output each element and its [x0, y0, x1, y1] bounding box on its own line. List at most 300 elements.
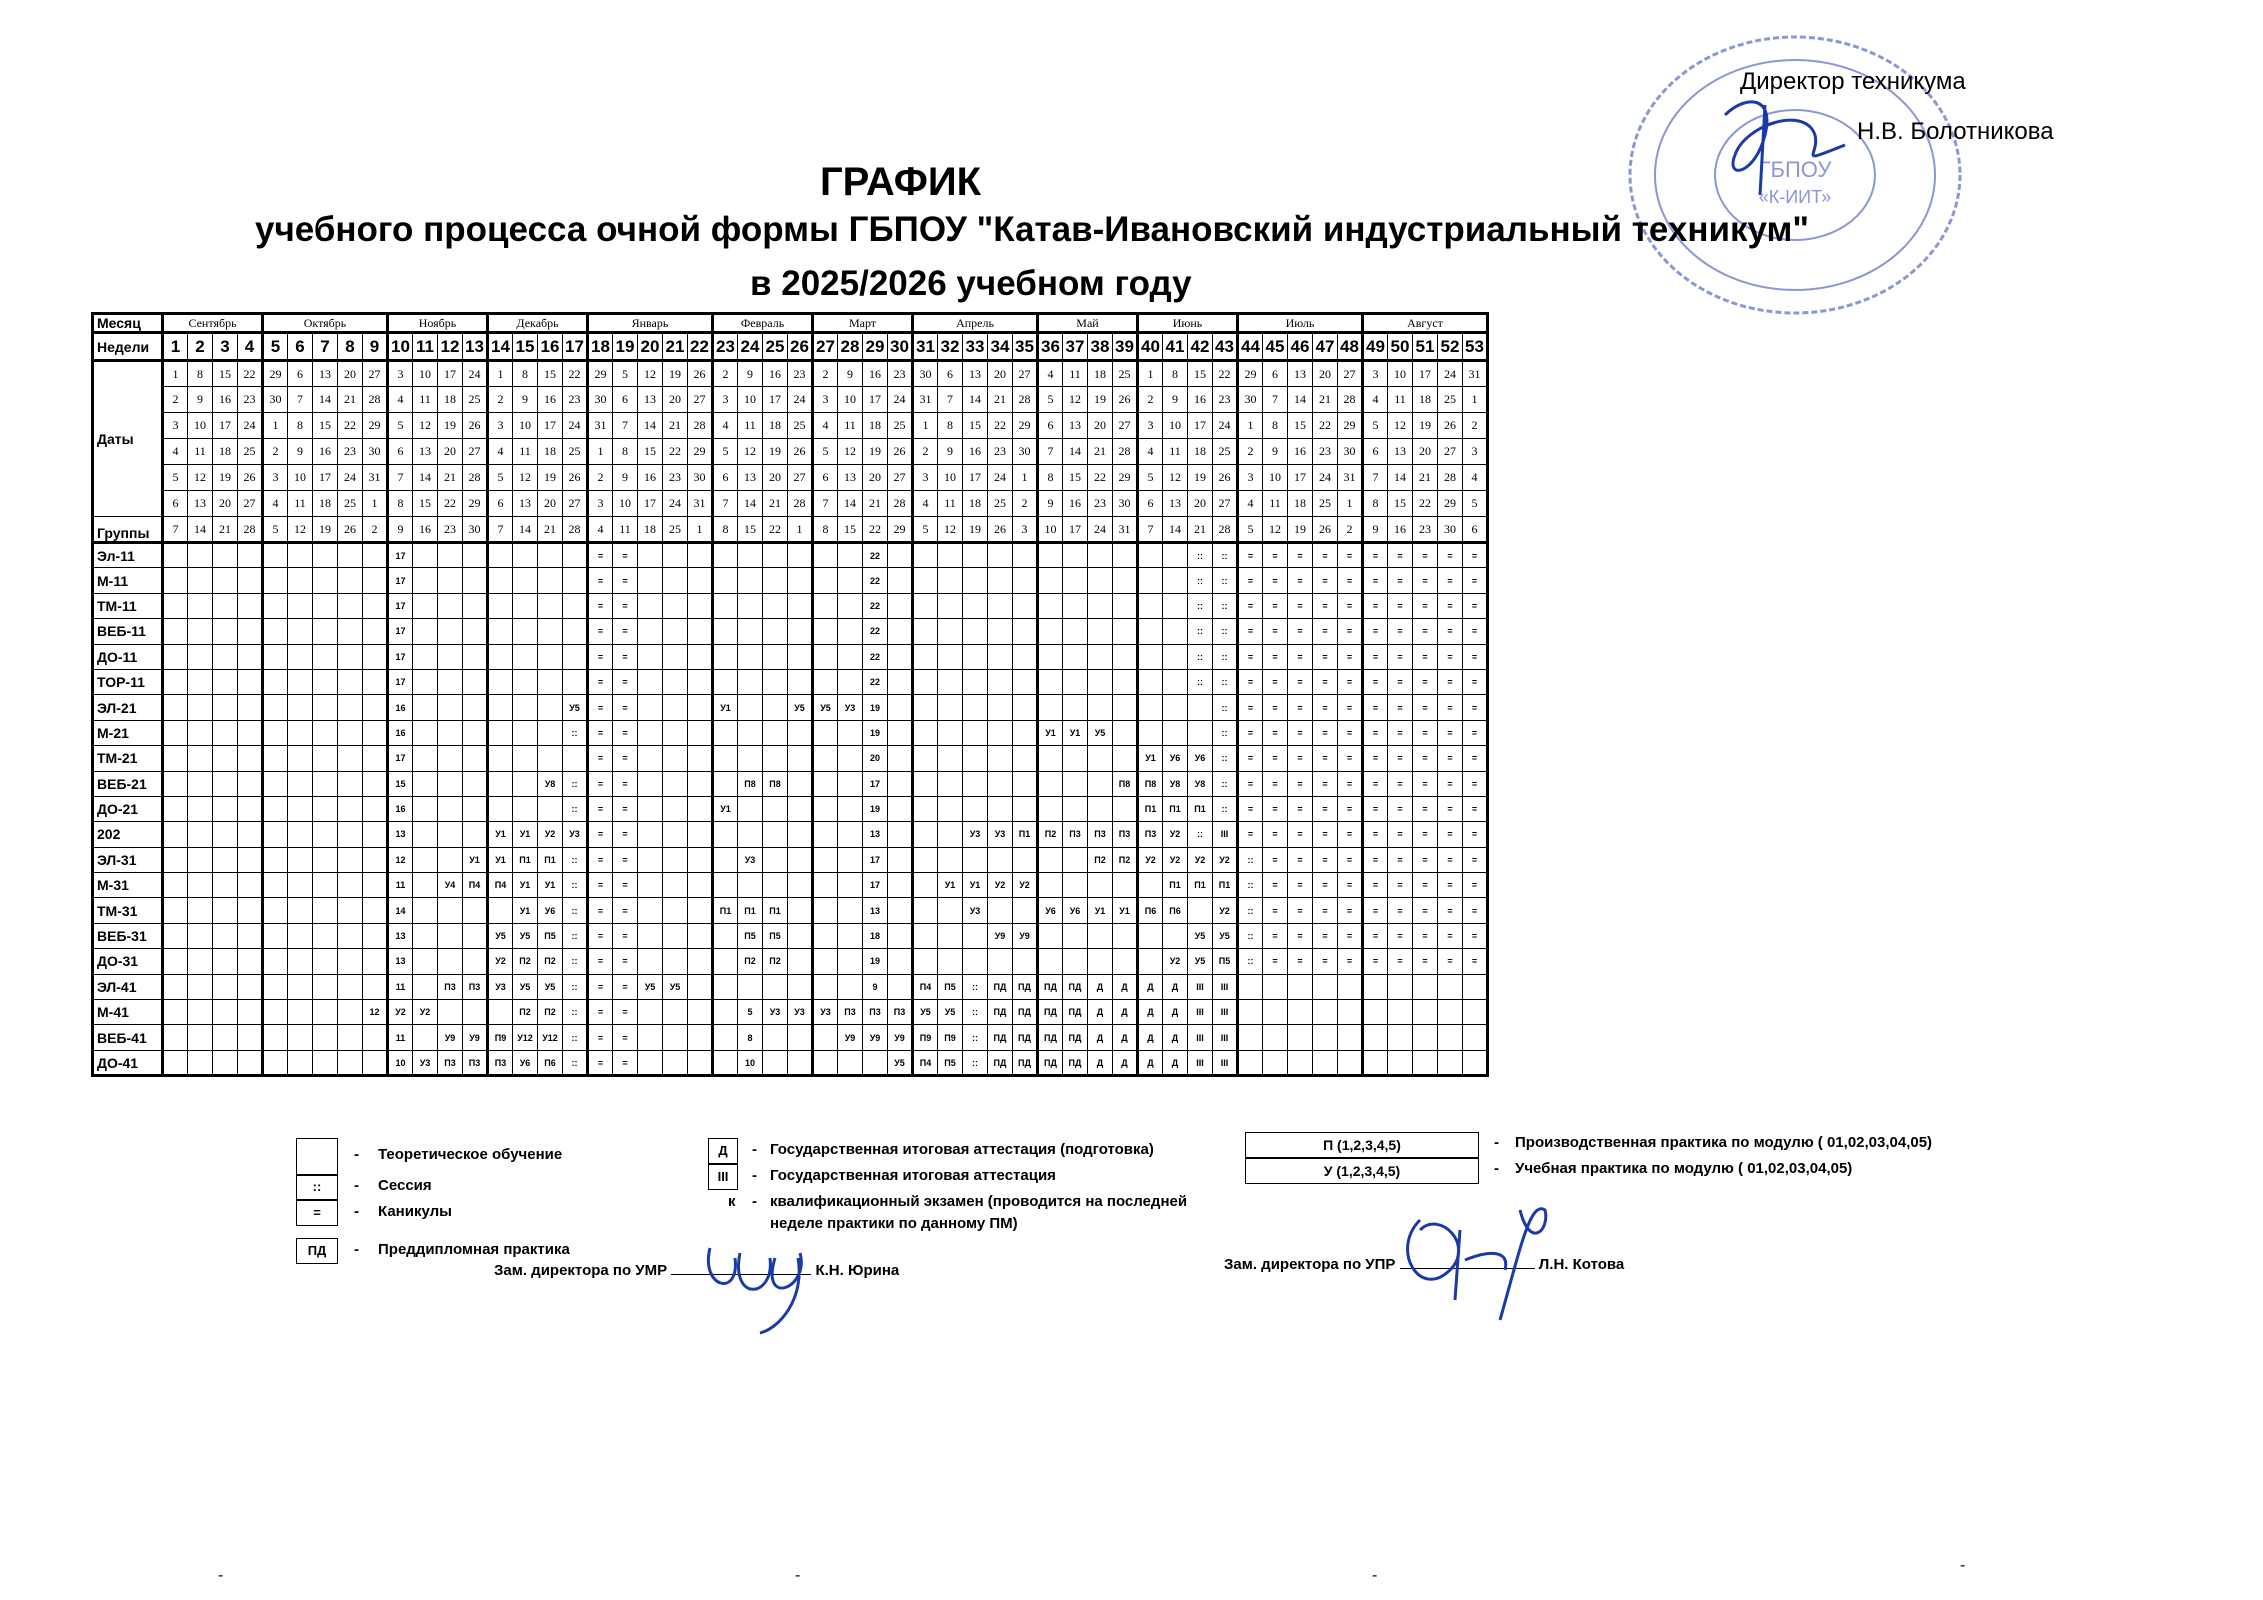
schedule-cell	[638, 669, 663, 694]
schedule-cell: =	[1263, 949, 1288, 974]
schedule-cell: =	[1388, 720, 1413, 745]
schedule-cell: =	[1288, 619, 1313, 644]
schedule-cell: =	[1263, 771, 1288, 796]
schedule-cell	[838, 543, 863, 568]
schedule-cell	[413, 644, 438, 669]
schedule-cell	[488, 543, 513, 568]
schedule-cell: =	[1413, 949, 1438, 974]
date-cell: 5	[713, 439, 738, 465]
schedule-cell	[213, 695, 238, 720]
week-number: 13	[463, 333, 488, 361]
schedule-cell: ::	[963, 1025, 988, 1050]
schedule-cell: =	[1463, 796, 1488, 821]
date-cell: 14	[838, 491, 863, 517]
date-cell: 19	[1288, 517, 1313, 543]
schedule-cell: Д	[1138, 974, 1163, 999]
schedule-cell: У2	[1163, 949, 1188, 974]
schedule-cell	[813, 822, 838, 847]
schedule-cell	[238, 796, 263, 821]
schedule-cell: =	[1463, 746, 1488, 771]
legend-dash: -	[354, 1177, 359, 1194]
date-cell: 17	[438, 361, 463, 387]
date-cell: 19	[963, 517, 988, 543]
schedule-cell: П1	[763, 898, 788, 923]
schedule-cell	[1313, 974, 1338, 999]
date-cell: 3	[1463, 439, 1488, 465]
schedule-cell	[763, 543, 788, 568]
schedule-cell	[1163, 644, 1188, 669]
schedule-cell	[988, 898, 1013, 923]
schedule-cell	[1088, 695, 1113, 720]
schedule-cell: =	[1288, 822, 1313, 847]
schedule-cell	[163, 847, 188, 872]
schedule-cell	[463, 771, 488, 796]
date-cell: 6	[488, 491, 513, 517]
week-number: 46	[1288, 333, 1313, 361]
date-cell: 29	[688, 439, 713, 465]
schedule-cell	[438, 847, 463, 872]
schedule-cell: =	[1363, 822, 1388, 847]
schedule-cell	[238, 593, 263, 618]
date-cell: 29	[463, 491, 488, 517]
week-number: 4	[238, 333, 263, 361]
schedule-cell: 13	[863, 898, 888, 923]
schedule-cell	[888, 923, 913, 948]
date-cell: 24	[1213, 413, 1238, 439]
week-number: 20	[638, 333, 663, 361]
schedule-cell	[188, 619, 213, 644]
date-cell: 8	[938, 413, 963, 439]
schedule-cell	[913, 543, 938, 568]
schedule-cell	[888, 746, 913, 771]
schedule-cell: У6	[513, 1050, 538, 1075]
schedule-cell	[513, 771, 538, 796]
date-cell: 16	[413, 517, 438, 543]
date-cell: 20	[1188, 491, 1213, 517]
schedule-cell	[538, 568, 563, 593]
schedule-cell	[213, 720, 238, 745]
schedule-cell	[563, 568, 588, 593]
schedule-cell	[663, 543, 688, 568]
schedule-cell	[1013, 644, 1038, 669]
schedule-cell: У8	[538, 771, 563, 796]
schedule-cell	[663, 898, 688, 923]
date-cell: 22	[988, 413, 1013, 439]
schedule-cell	[238, 619, 263, 644]
legend	[290, 1134, 1990, 1278]
schedule-cell	[938, 543, 963, 568]
date-cell: 8	[513, 361, 538, 387]
schedule-cell	[338, 923, 363, 948]
schedule-cell	[888, 720, 913, 745]
week-number: 22	[688, 333, 713, 361]
schedule-cell: Д	[1138, 1025, 1163, 1050]
schedule-cell	[713, 746, 738, 771]
schedule-cell: =	[1338, 796, 1363, 821]
schedule-cell	[413, 873, 438, 898]
schedule-cell: =	[1363, 543, 1388, 568]
schedule-cell: ПД	[1063, 1000, 1088, 1025]
schedule-cell	[1063, 619, 1088, 644]
schedule-cell: =	[1263, 669, 1288, 694]
date-cell: 20	[988, 361, 1013, 387]
week-number: 28	[838, 333, 863, 361]
date-cell: 30	[363, 439, 388, 465]
date-cell: 3	[1238, 465, 1263, 491]
schedule-cell	[963, 568, 988, 593]
schedule-cell	[638, 695, 663, 720]
schedule-cell: =	[1313, 695, 1338, 720]
schedule-cell	[713, 822, 738, 847]
schedule-cell: =	[1313, 619, 1338, 644]
schedule-cell: П2	[1113, 847, 1138, 872]
schedule-cell	[488, 1000, 513, 1025]
schedule-cell	[963, 949, 988, 974]
date-cell: 21	[988, 387, 1013, 413]
date-cell: 3	[588, 491, 613, 517]
schedule-cell: У6	[1038, 898, 1063, 923]
schedule-cell	[813, 746, 838, 771]
schedule-cell: =	[1413, 695, 1438, 720]
schedule-cell: ::	[963, 1050, 988, 1075]
date-cell: 4	[713, 413, 738, 439]
schedule-cell	[513, 695, 538, 720]
schedule-cell	[938, 720, 963, 745]
date-cell: 20	[863, 465, 888, 491]
schedule-cell	[1313, 1025, 1338, 1050]
schedule-cell	[1438, 1000, 1463, 1025]
schedule-cell	[838, 669, 863, 694]
schedule-cell: П3	[438, 1050, 463, 1075]
date-cell: 15	[1188, 361, 1213, 387]
schedule-cell: П5	[1213, 949, 1238, 974]
legend-dash: -	[752, 1193, 757, 1210]
schedule-cell: У3	[738, 847, 763, 872]
schedule-cell	[1013, 949, 1038, 974]
schedule-cell: =	[1263, 644, 1288, 669]
schedule-cell	[1363, 974, 1388, 999]
schedule-cell: У1	[1063, 720, 1088, 745]
schedule-cell	[938, 695, 963, 720]
schedule-cell	[738, 543, 763, 568]
week-number: 17	[563, 333, 588, 361]
schedule-cell: =	[1313, 746, 1338, 771]
schedule-cell	[163, 1000, 188, 1025]
date-cell: 20	[1088, 413, 1113, 439]
schedule-cell: 16	[388, 720, 413, 745]
schedule-cell	[1138, 568, 1163, 593]
schedule-cell	[638, 847, 663, 872]
schedule-cell	[913, 695, 938, 720]
schedule-cell: =	[588, 1050, 613, 1075]
schedule-cell	[1013, 593, 1038, 618]
schedule-cell	[713, 720, 738, 745]
schedule-cell	[563, 644, 588, 669]
signature-umr-name: К.Н. Юрина	[815, 1262, 900, 1279]
schedule-cell	[438, 822, 463, 847]
schedule-cell	[813, 593, 838, 618]
date-cell: 11	[1388, 387, 1413, 413]
schedule-cell	[938, 949, 963, 974]
schedule-cell: =	[1438, 898, 1463, 923]
schedule-cell: =	[1363, 873, 1388, 898]
schedule-cell	[813, 898, 838, 923]
schedule-cell: У2	[1213, 847, 1238, 872]
schedule-cell	[213, 873, 238, 898]
group-name: ДО-31	[93, 949, 163, 974]
date-cell: 26	[688, 361, 713, 387]
schedule-cell: =	[613, 619, 638, 644]
date-cell: 8	[713, 517, 738, 543]
schedule-cell: =	[1388, 771, 1413, 796]
date-cell: 19	[763, 439, 788, 465]
date-cell: 27	[463, 439, 488, 465]
schedule-cell	[788, 644, 813, 669]
schedule-cell	[1313, 1000, 1338, 1025]
date-cell: 4	[263, 491, 288, 517]
schedule-cell: =	[1413, 669, 1438, 694]
schedule-cell	[1388, 1025, 1413, 1050]
schedule-cell: =	[1238, 695, 1263, 720]
schedule-cell: =	[1263, 619, 1288, 644]
schedule-cell	[738, 669, 763, 694]
schedule-cell	[1363, 1050, 1388, 1075]
date-cell: 30	[263, 387, 288, 413]
date-cell: 18	[1288, 491, 1313, 517]
date-cell: 30	[1013, 439, 1038, 465]
schedule-cell	[288, 796, 313, 821]
schedule-cell	[1113, 796, 1138, 821]
schedule-cell: =	[1313, 644, 1338, 669]
schedule-cell	[838, 568, 863, 593]
schedule-cell: Д	[1138, 1000, 1163, 1025]
schedule-cell	[1088, 669, 1113, 694]
date-cell: 27	[563, 491, 588, 517]
schedule-cell	[438, 720, 463, 745]
date-cell: 15	[413, 491, 438, 517]
schedule-cell	[488, 619, 513, 644]
date-cell: 1	[588, 439, 613, 465]
schedule-cell	[913, 746, 938, 771]
date-cell: 1	[1138, 361, 1163, 387]
schedule-cell: =	[1438, 568, 1463, 593]
date-cell: 12	[1388, 413, 1413, 439]
schedule-cell: У9	[838, 1025, 863, 1050]
date-cell: 28	[563, 517, 588, 543]
schedule-cell	[513, 619, 538, 644]
schedule-cell	[188, 568, 213, 593]
week-number: 41	[1163, 333, 1188, 361]
month-header: Январь	[588, 314, 713, 333]
date-cell: 13	[738, 465, 763, 491]
date-cell: 23	[663, 465, 688, 491]
schedule-cell	[738, 619, 763, 644]
schedule-cell	[913, 847, 938, 872]
date-cell: 18	[1088, 361, 1113, 387]
date-cell: 5	[1238, 517, 1263, 543]
schedule-cell: =	[1238, 543, 1263, 568]
scan-mark: -	[1960, 1557, 1966, 1574]
schedule-cell	[488, 796, 513, 821]
signature-umr-role: Зам. директора по УМР	[494, 1262, 668, 1279]
schedule-cell	[363, 746, 388, 771]
date-cell: 16	[763, 361, 788, 387]
schedule-cell: =	[588, 568, 613, 593]
date-cell: 23	[888, 361, 913, 387]
schedule-cell: 9	[863, 974, 888, 999]
schedule-cell	[288, 644, 313, 669]
schedule-cell	[1088, 949, 1113, 974]
schedule-cell	[463, 720, 488, 745]
schedule-cell	[513, 669, 538, 694]
schedule-cell: =	[1413, 796, 1438, 821]
schedule-cell: =	[1388, 543, 1413, 568]
date-cell: 29	[1013, 413, 1038, 439]
schedule-cell	[1063, 847, 1088, 872]
schedule-cell	[788, 898, 813, 923]
schedule-cell: =	[1313, 847, 1338, 872]
schedule-cell: ::	[1188, 644, 1213, 669]
schedule-cell	[213, 949, 238, 974]
date-cell: 1	[1338, 491, 1363, 517]
date-cell: 3	[388, 361, 413, 387]
schedule-cell	[488, 746, 513, 771]
schedule-cell: =	[1313, 771, 1338, 796]
date-cell: 19	[663, 361, 688, 387]
schedule-cell	[688, 796, 713, 821]
schedule-cell	[638, 568, 663, 593]
week-number: 12	[438, 333, 463, 361]
schedule-cell: =	[1313, 543, 1338, 568]
date-cell: 11	[613, 517, 638, 543]
schedule-cell: =	[1263, 720, 1288, 745]
group-name: ТМ-21	[93, 746, 163, 771]
schedule-cell	[638, 771, 663, 796]
schedule-cell: Д	[1088, 1050, 1113, 1075]
date-cell: 16	[213, 387, 238, 413]
schedule-cell	[1013, 847, 1038, 872]
schedule-cell	[463, 695, 488, 720]
date-cell: 6	[388, 439, 413, 465]
schedule-cell: У5	[813, 695, 838, 720]
schedule-cell	[1288, 974, 1313, 999]
schedule-cell	[713, 923, 738, 948]
schedule-cell: =	[1338, 771, 1363, 796]
schedule-cell	[538, 543, 563, 568]
legend-exam-symbol: к	[728, 1193, 736, 1210]
schedule-cell: III	[1213, 822, 1238, 847]
schedule-cell: П4	[913, 1050, 938, 1075]
schedule-cell	[488, 720, 513, 745]
schedule-cell	[738, 568, 763, 593]
date-cell: 6	[1363, 439, 1388, 465]
schedule-cell: П3	[838, 1000, 863, 1025]
date-cell: 24	[563, 413, 588, 439]
date-cell: 15	[1288, 413, 1313, 439]
schedule-cell: =	[1438, 923, 1463, 948]
schedule-cell	[338, 746, 363, 771]
schedule-cell: Д	[1138, 1050, 1163, 1075]
schedule-cell: У5	[538, 974, 563, 999]
schedule-cell	[163, 669, 188, 694]
schedule-cell	[188, 1025, 213, 1050]
schedule-cell: =	[1288, 746, 1313, 771]
schedule-cell: У1	[463, 847, 488, 872]
week-number: 15	[513, 333, 538, 361]
schedule-cell: =	[588, 1000, 613, 1025]
schedule-cell: У5	[1088, 720, 1113, 745]
date-cell: 28	[463, 465, 488, 491]
date-cell: 17	[1063, 517, 1088, 543]
schedule-cell	[338, 669, 363, 694]
schedule-cell: =	[1288, 898, 1313, 923]
schedule-cell	[913, 873, 938, 898]
schedule-cell: =	[1463, 898, 1488, 923]
schedule-cell	[313, 771, 338, 796]
month-header: Февраль	[713, 314, 813, 333]
date-cell: 18	[1413, 387, 1438, 413]
schedule-cell: =	[613, 1000, 638, 1025]
schedule-cell	[238, 644, 263, 669]
schedule-cell	[263, 1025, 288, 1050]
schedule-cell: =	[1363, 720, 1388, 745]
date-cell: 2	[588, 465, 613, 491]
schedule-cell	[1088, 771, 1113, 796]
schedule-cell: У3	[413, 1050, 438, 1075]
schedule-grid	[91, 312, 1489, 1077]
date-cell: 11	[1263, 491, 1288, 517]
week-number: 5	[263, 333, 288, 361]
date-cell: 5	[1138, 465, 1163, 491]
week-number: 32	[938, 333, 963, 361]
legend-gia-text: Государственная итоговая аттестация	[770, 1167, 1056, 1184]
schedule-cell: П5	[738, 923, 763, 948]
date-cell: 28	[1213, 517, 1238, 543]
date-cell: 27	[688, 387, 713, 413]
schedule-cell: У5	[888, 1050, 913, 1075]
schedule-cell: ::	[563, 847, 588, 872]
schedule-cell: =	[1463, 568, 1488, 593]
schedule-cell	[813, 949, 838, 974]
schedule-cell	[188, 593, 213, 618]
date-cell: 22	[763, 517, 788, 543]
schedule-cell: ПД	[1013, 1025, 1038, 1050]
date-cell: 1	[688, 517, 713, 543]
schedule-cell	[238, 974, 263, 999]
schedule-cell	[1038, 568, 1063, 593]
schedule-cell: =	[1338, 669, 1363, 694]
schedule-cell: 5	[738, 1000, 763, 1025]
schedule-cell	[663, 923, 688, 948]
schedule-cell: =	[1388, 593, 1413, 618]
schedule-cell	[338, 644, 363, 669]
schedule-cell: У3	[788, 1000, 813, 1025]
date-cell: 24	[1438, 361, 1463, 387]
date-cell: 26	[988, 517, 1013, 543]
date-cell: 1	[363, 491, 388, 517]
month-header: Май	[1038, 314, 1138, 333]
schedule-cell	[963, 543, 988, 568]
schedule-cell	[188, 1050, 213, 1075]
schedule-cell	[938, 619, 963, 644]
schedule-cell	[413, 746, 438, 771]
schedule-cell	[1038, 543, 1063, 568]
date-cell: 29	[263, 361, 288, 387]
group-name: ТОР-11	[93, 669, 163, 694]
schedule-cell	[688, 949, 713, 974]
schedule-cell	[163, 974, 188, 999]
schedule-cell	[313, 898, 338, 923]
